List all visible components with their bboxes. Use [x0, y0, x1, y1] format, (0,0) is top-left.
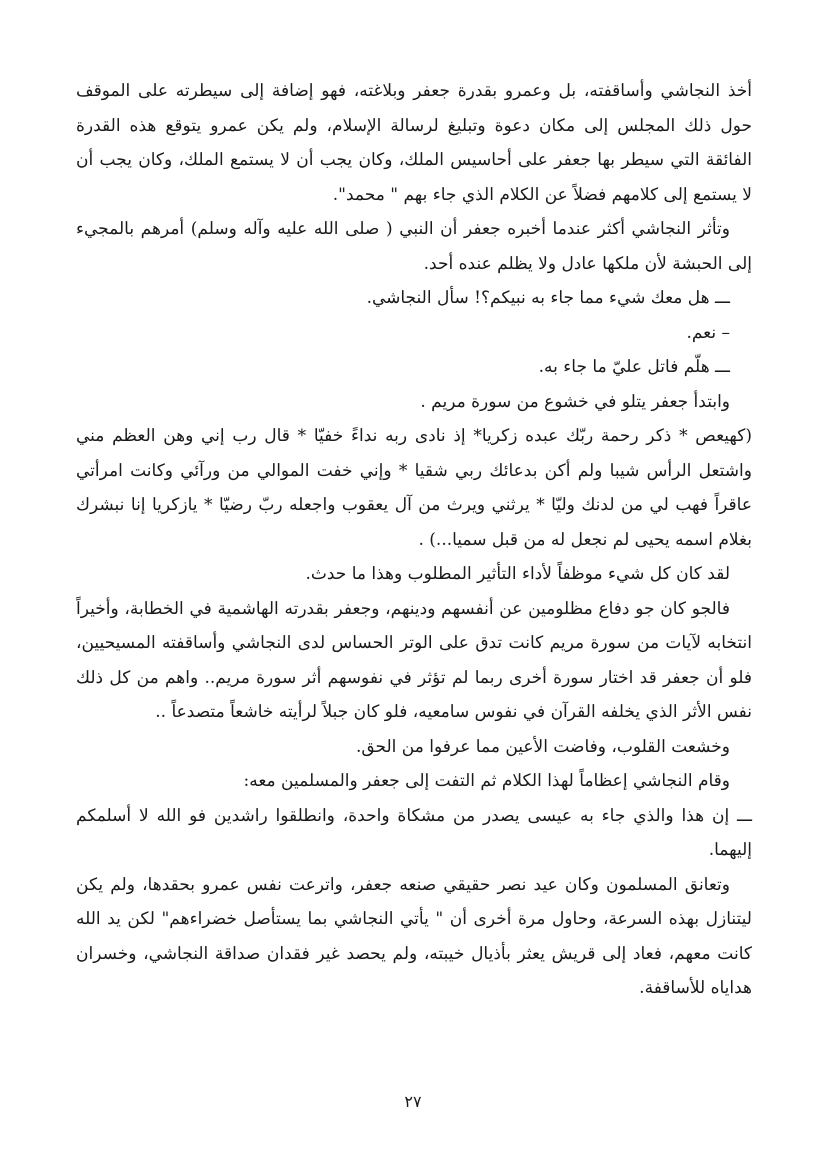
page-body [76, 74, 752, 1006]
paragraph-2: وتأثر النجاشي أكثر عندما أخبره جعفر أن النبي ( صلى الله عليه وآله وسلم) أمرهم بالمجيء إلى الحبشة لأن ملكها عادل ولا يظلم عنده أحد. [76, 219, 752, 274]
dialogue-line-2: – نعم. [686, 322, 730, 343]
quran-quote: (كهيعص * ذكر رحمة ربّك عبده زكريا* إذ نادى ربه نداءً خفيّا * قال رب إني وهن العظم مني واشتعل الرأس شيبا ولم أكن بدعائك ربي شقيا * وإني خفت الموالي من ورآئي وكانت امرأتي عاقراً فهب لي من لدنك وليّا * يرثني ويرث من آل يعقوب واجعله ربّ رضيّا * يازكريا إنا نبشرك بغلام اسمه يحيى لم نجعل له من قبل سميا...) . [76, 426, 752, 550]
dialogue-line-3: ـــ هلّم فاتل عليّ ما جاء به. [538, 357, 730, 377]
paragraph-8: وتعانق المسلمون وكان عيد نصر حقيقي صنعه جعفر، واترعت نفس عمرو بحقدها، ولم يكن ليتنازل بهذه السرعة، وحاول مرة أخرى أن " يأتي النجاشي بما يستأصل خضراءهم" لكن يد الله كانت معهم، فعاد إلى قريش يعثر بأذيال خيبته، ولم يحصد غير فقدان صداقة النجاشي، وخسران هداياه للأساقفة. [76, 874, 752, 998]
dialogue-line-4: ـــ إن هذا والذي جاء به عيسى يصدر من مشكاة واحدة، وانطلقوا راشدين فو الله لا أسلمكم إليهما. [76, 805, 752, 860]
paragraph-4: لقد كان كل شيء موظفاً لأداء التأثير المطلوب وهذا ما حدث. [305, 564, 730, 584]
paragraph-6: وخشعت القلوب، وفاضت الأعين مما عرفوا من الحق. [355, 736, 730, 757]
paragraph-3: وابتدأ جعفر يتلو في خشوع من سورة مريم . [420, 391, 730, 412]
paragraph-7: وقام النجاشي إعظاماً لهذا الكلام ثم التفت إلى جعفر والمسلمين معه: [243, 771, 730, 791]
page-number: ٢٧ [404, 1092, 422, 1111]
paragraph-1: أخذ النجاشي وأساقفته، بل وعمرو بقدرة جعفر وبلاغته، فهو إضافة إلى سيطرته على الموقف حول ذلك المجلس إلى مكان دعوة وتبليغ لرسالة الإسلام، ولم يكن عمرو يتوقع هذه القدرة الفائقة التي سيطر بها جعفر على أحاسيس الملك، وكان يجب أن لا يستمع الملك، وكان يجب أن لا يستمع إلى كلامهم فضلاً عن الكلام الذي جاء بهم " محمد". [76, 81, 752, 205]
paragraph-5: فالجو كان جو دفاع مظلومين عن أنفسهم ودينهم، وجعفر بقدرته الهاشمية في الخطابة، وأخيراً انتخابه لآيات من سورة مريم كانت تدق على الوتر الحساس لدى النجاشي وأساقفته المسيحيين، فلو أن جعفر قد اختار سورة أخرى ربما لم تؤثر في نفوسهم أثر سورة مريم.. واهم من كل ذلك نفس الأثر الذي يخلفه القرآن في نفوس سامعيه، فلو كان جبلاً لرأيته خاشعاً متصدعاً .. [76, 598, 752, 722]
dialogue-line-1: ـــ هل معك شيء مما جاء به نبيكم؟! سأل النجاشي. [366, 288, 730, 308]
